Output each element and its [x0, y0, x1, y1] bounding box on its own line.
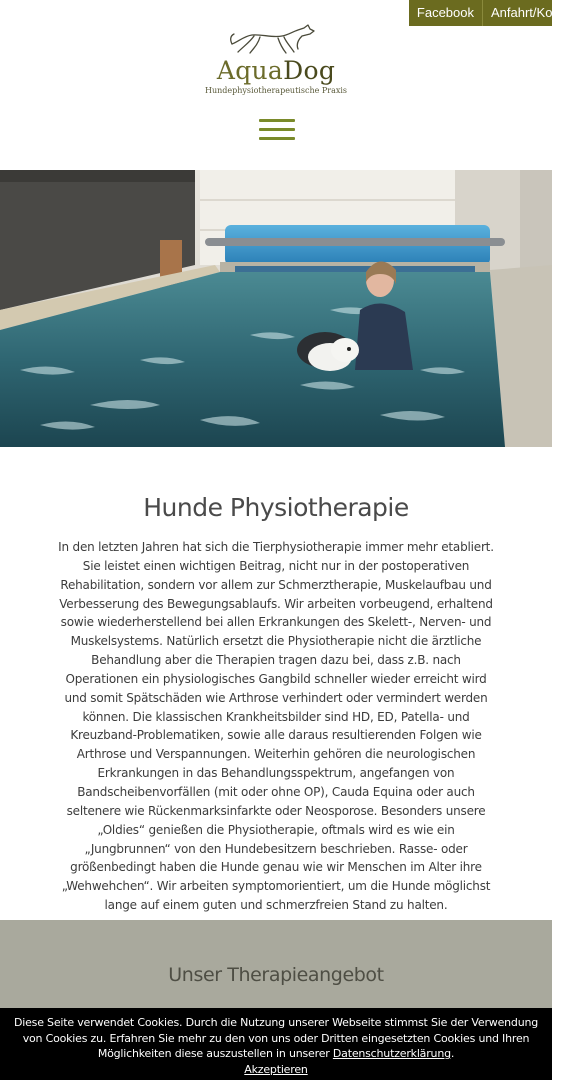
hero-image-dog-in-pool [0, 170, 552, 447]
facebook-link[interactable]: Facebook [416, 5, 474, 20]
site-logo[interactable] [0, 22, 552, 95]
directions-contact-link[interactable]: Anfahrt/Kont [482, 0, 552, 26]
offer-title: Unser Therapieangebot [168, 964, 384, 986]
pool-photo [0, 170, 552, 447]
page-title: Hunde Physiotherapie [143, 493, 409, 522]
hamburger-menu-icon[interactable] [259, 119, 295, 145]
logo-name-aqua: Aqua [216, 56, 284, 85]
physiotherapy-section [0, 447, 552, 920]
privacy-policy-link[interactable]: Datenschutzerklärung [332, 1047, 451, 1060]
cookie-period: . [450, 1047, 455, 1060]
running-dog-icon [228, 22, 324, 56]
intro-paragraph: In den letzten Jahren hat sich die Tierphysiotherapie immer mehr etabliert. Sie leistet einen wichtigen Beitrag, nicht nur in der postoperativen Rehabilitation, sondern vor allem zur Schmerztherapie, Muskelaufbau und Verbesserung des Bewegungsablaufs. Wir arbeiten vorbeugend, erhaltend sowie wiederherstellend bei allen Erkrankungen des Skelett-, Nerven- und Muskelsystems. Natürlich ersetzt die Physiotherapie nicht die ärztliche Behandlung aber die Therapien tragen dazu bei, dass z.B. nach Operationen ein physiologisches Gangbild schneller wieder erreicht wird und somit Spätschäden wie Arthrose verhindert oder vermindert werden können. Die klassischen Krankheitsbilder sind HD, ED, Patella- und Kreuzband-Problematiken, sowie alle daraus resultierenden Folgen wie Arthrose und Verspannungen. Weiterhin gehören die neurologischen Erkrankungen in das Behandlungsspektrum, angefangen von Bandscheibenvorfällen (mit oder ohne OP), Cauda Equina oder auch seltenere wie Rückenmarksinfarkte oder Neosporose. Besonders unsere „Oldies“ genießen die Physiotherapie, oftmals wird es wie ein „Jungbrunnen“ von den Hundebesitzern beschrieben. Rasse- oder größenbedingt haben die Hunde genau wie wir Menschen im Alter ihre „Wehwehchen“. Wir arbeiten symptomorientiert, um die Hunde möglichst lange auf einem guten und schmerzfreien Stand zu halten. [58, 540, 494, 913]
logo-wordmark [0, 56, 552, 85]
accept-cookies-button[interactable]: Akzeptieren [244, 1062, 308, 1076]
cookie-text: Diese Seite verwendet Cookies. Durch die Nutzung unserer Webseite stimmst Sie der Verwendung von Cookies zu. Erfahren Sie mehr zu den von uns oder Dritten eingesetzten Cookies und Ihren Möglichkeiten diese auszustellen in unserer [13, 1016, 539, 1060]
cookie-text-block [0, 1015, 552, 1062]
site-header [0, 0, 552, 170]
logo-name-dog: Dog [283, 56, 336, 85]
cookie-banner [0, 1008, 552, 1080]
logo-subtitle: Hundephysiotherapeutische Praxis [204, 86, 348, 95]
